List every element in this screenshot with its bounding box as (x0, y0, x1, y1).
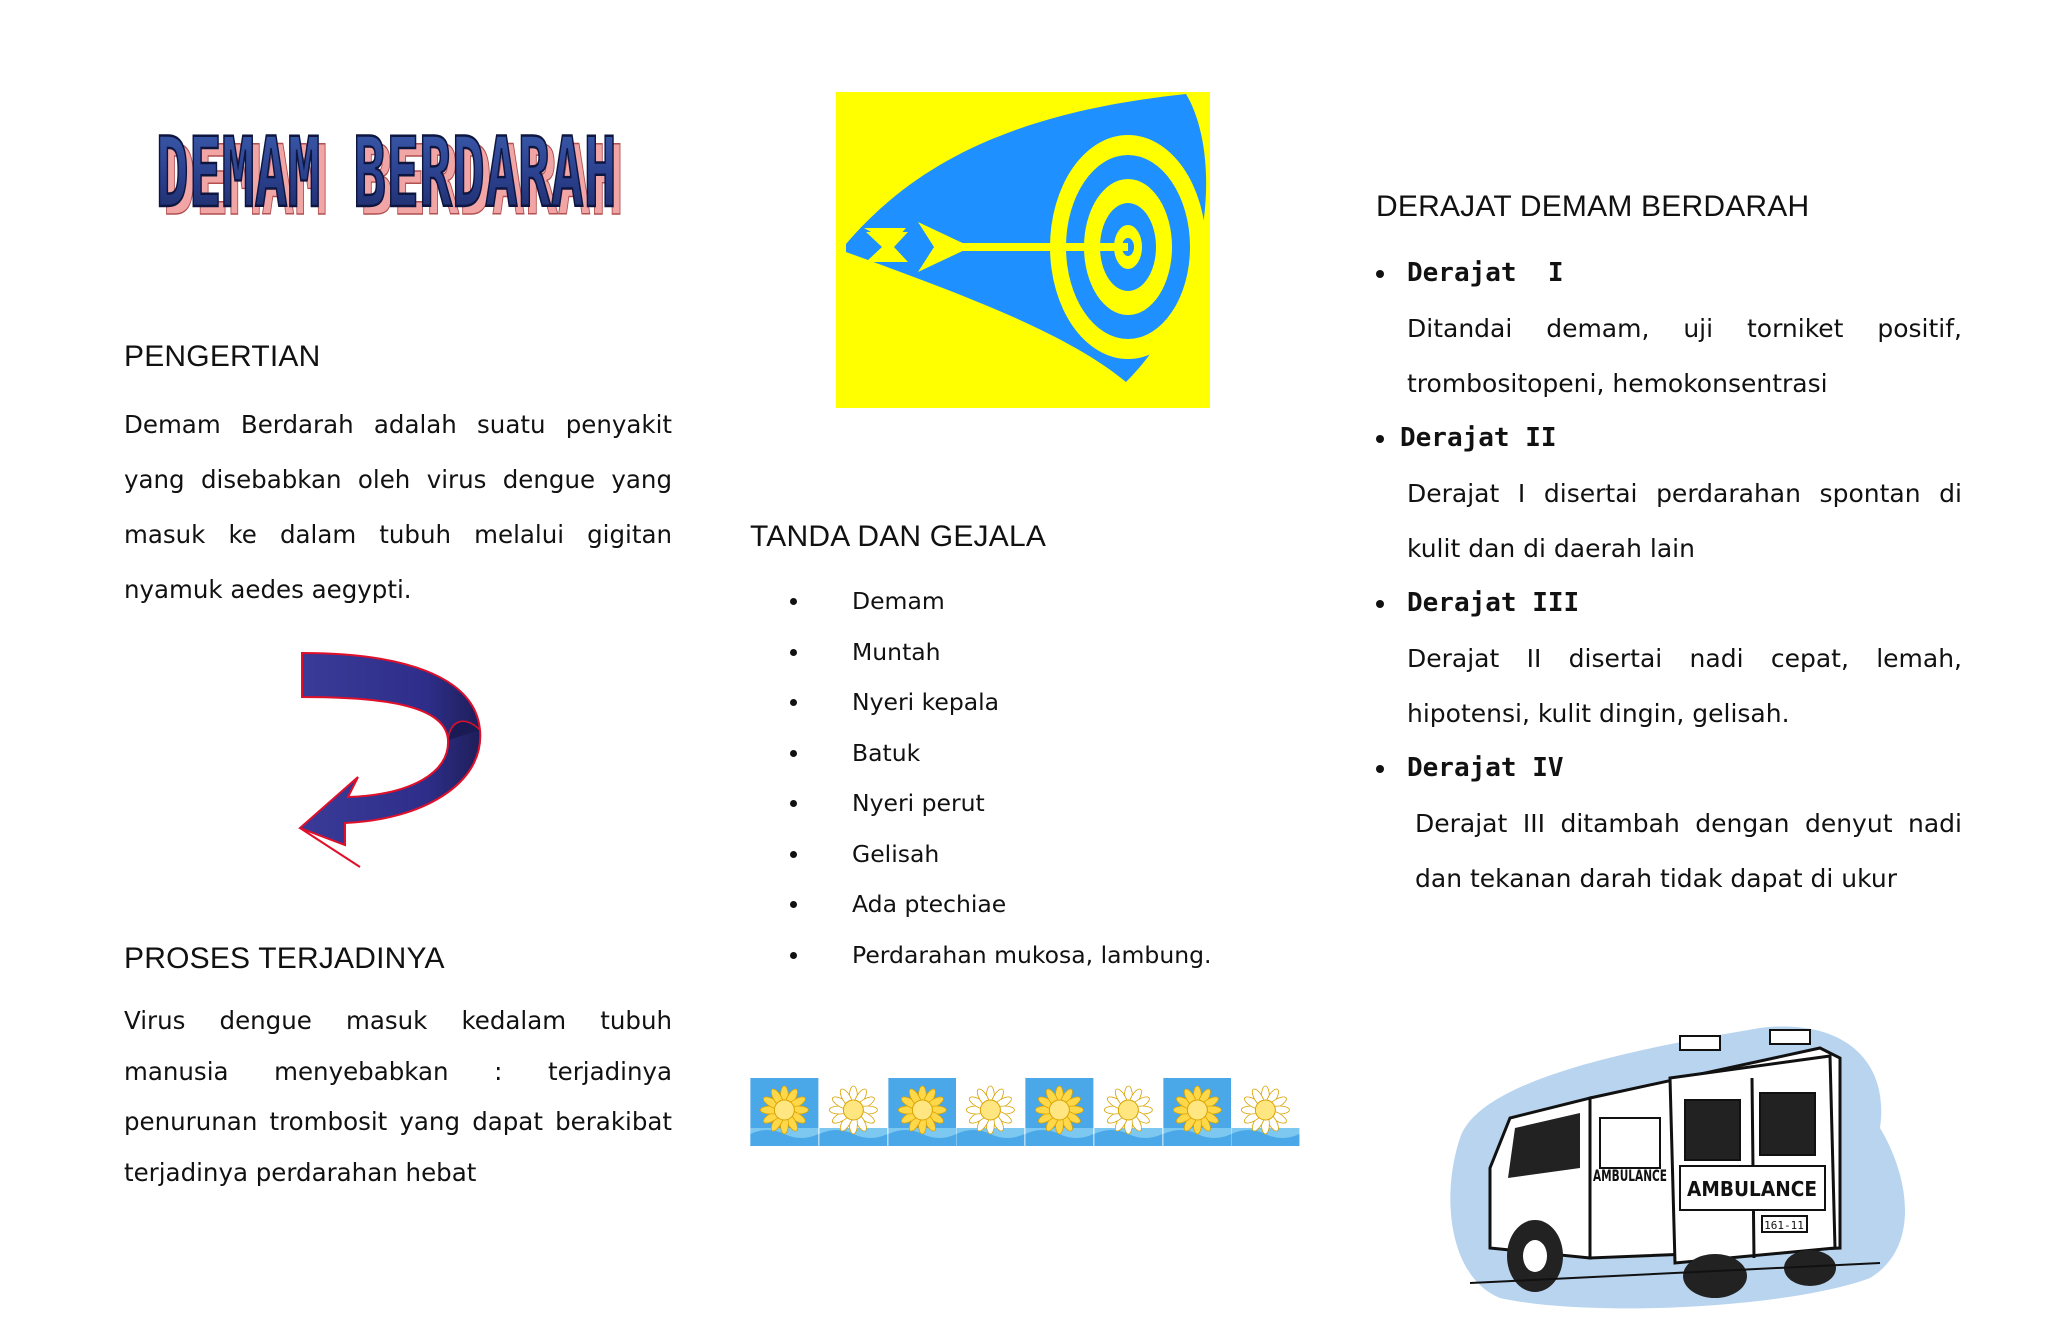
grade-desc: Ditandai demam, uji torniket positif, trombositopeni, hemokonsentrasi (1407, 314, 1962, 398)
grade-title: Derajat IV (1376, 741, 1962, 796)
title-shadow: DEMAM BERDARAH (162, 124, 624, 236)
grade-title: Derajat I (1376, 246, 1962, 301)
grade-item (1376, 246, 1962, 411)
curved-arrow-icon (290, 645, 500, 875)
symptom-item: Batuk (774, 728, 1294, 779)
license-plate: 161-11 (1764, 1219, 1804, 1232)
grade-desc: Derajat II disertai nadi cepat, lemah, hipotensi, kulit dingin, gelisah. (1407, 644, 1962, 728)
proses-text: Virus dengue masuk kedalam tubuh manusia menyebabkan : terjadinya penurunan trombosit yang dapat berakibat terjadinya perdarahan hebat (124, 1006, 672, 1187)
sun-icon (1094, 1078, 1163, 1146)
symptom-item: Ada ptechiae (774, 879, 1294, 930)
grade-item (1376, 741, 1962, 906)
symptoms-list (774, 576, 1294, 980)
title-wordart (140, 66, 640, 236)
ambulance-label-rear: AMBULANCE (1687, 1177, 1817, 1201)
column-middle (690, 0, 1340, 1339)
column-right (1340, 0, 2048, 1339)
sun-border-strip (750, 1078, 1300, 1146)
proses-heading: PROSES TERJADINYA (124, 942, 445, 975)
sun-icon (1025, 1078, 1094, 1146)
title-face: DEMAM BERDARAH (155, 116, 617, 229)
ambulance-label-side: AMBULANCE (1593, 1166, 1667, 1185)
symptom-item: Demam (774, 576, 1294, 627)
symptom-item: Gelisah (774, 829, 1294, 880)
grade-desc: Derajat III ditambah dengan denyut nadi dan tekanan darah tidak dapat di ukur (1415, 809, 1962, 893)
grade-title: Derajat II (1376, 411, 1962, 466)
pengertian-heading: PENGERTIAN (124, 340, 321, 373)
sun-icon (1163, 1078, 1232, 1146)
derajat-heading: DERAJAT DEMAM BERDARAH (1376, 190, 1810, 223)
symptom-item: Perdarahan mukosa, lambung. (774, 930, 1294, 981)
grade-desc: Derajat I disertai perdarahan spontan di kulit dan di daerah lain (1407, 479, 1962, 563)
sun-icon (888, 1078, 957, 1146)
symptom-item: Nyeri perut (774, 778, 1294, 829)
pengertian-text: Demam Berdarah adalah suatu penyakit yang disebabkan oleh virus dengue yang masuk ke dalam tubuh melalui gigitan nyamuk aedes aegypti. (124, 410, 672, 604)
column-left (0, 0, 690, 1339)
sun-icon (1231, 1078, 1300, 1146)
sun-icon (750, 1078, 819, 1146)
sun-icon (956, 1078, 1025, 1146)
gejala-heading: TANDA DAN GEJALA (750, 520, 1047, 553)
grade-item (1376, 411, 1962, 576)
grades-list (1376, 246, 1962, 906)
sun-icon (819, 1078, 888, 1146)
grade-item (1376, 576, 1962, 741)
grade-title: Derajat III (1376, 576, 1962, 631)
symptom-item: Muntah (774, 627, 1294, 678)
target-arrow-icon (836, 92, 1210, 408)
symptom-item: Nyeri kepala (774, 677, 1294, 728)
ambulance-icon (1440, 1018, 1930, 1318)
